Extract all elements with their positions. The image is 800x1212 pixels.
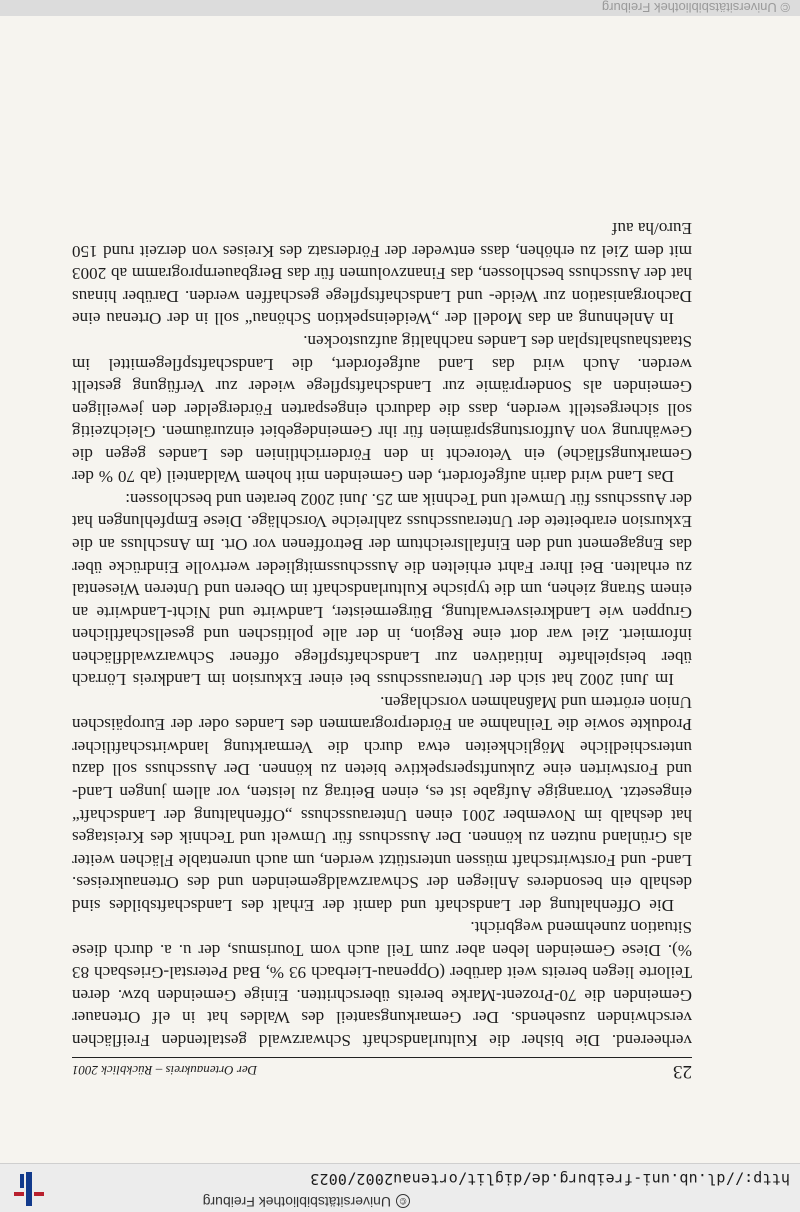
paragraph: verheerend. Die bisher die Kulturlandschaft Schwarzwald gestaltenden Freiflächen verschwinden zusehends. Der Gemarkungsanteil des Waldes hat in elf Ortenauer Gemeinden die 70-Prozent-Marke bereits überschritten. Einige Gemeinden bzw. deren Teilorte liegen bereits weit darüber (Oppenau-Lierbach 93 %, Bad Peterstal-Griesbach 83 %). Diese Gemeinden leben aber zum Teil auch vom Tourismus, der u. a. durch diese Situation zunehmend wegbricht. [72,918,692,1050]
library-logo-icon[interactable] [8,1166,48,1206]
paragraph: Das Land wird darin aufgefordert, den Gemeinden mit hohem Waldanteil (ab 70 % der Gemarkungsfläche) ein Vetorecht in den Förderrichtlinien des Landes gegen die Gewährung von Aufforstungsprämien für ihr Gemeindegebiet einzuräumen. Gleichzeitig soll sichergestellt werden, dass die dadurch eingesparten Fördergelder den jeweiligen Gemeinden als Sonderprämie zur Landschaftspflege wieder zur Verfügung gestellt werden. Auch wird das Land aufgefordert, die Landschaftspflegemittel im Staatshaushaltsplan des Landes nachhaltig aufzustocken. [72,332,692,487]
scanned-book-page [72,217,692,1150]
running-title: Der Ortenaukreis – Rückblick 2001 [72,1063,258,1078]
viewer-footer-bar [0,0,800,16]
copyright-icon: © [396,1194,410,1208]
paragraph: Die Offenhaltung der Landschaft und damit der Erhalt des Landschaftsbildes sind deshalb ein besonderes Anliegen der Schwarzwaldgemeinden und des Ortenaukreises. Land- und Forstwirtschaft müssen unterstützt werden, um auch unrentable Flächen weiter als Grünland nutzen zu können. Der Ausschuss für Umwelt und Technik des Kreistages hat deshalb im November 2001 einen Unterausschuss „Offenhaltung der Landschaft“ eingesetzt. Vorrangige Aufgabe ist es, einen Beitrag zu leisten, vor allem jungen Land- und Forstwirten eine Zukunftsperspektive bieten zu können. Der Ausschuss soll dazu unterschiedliche Möglichkeiten etwa durch die Vermarktung landwirtschaftlicher Produkte sowie die Teilnahme an Förderprogrammen des Landes oder der Europäischen Union erörtern und Maßnahmen vorschlagen. [72,692,692,915]
library-credit [203,1194,410,1210]
page-header [72,1057,692,1104]
library-credit-text: Universitätsbibliothek Freiburg [202,1194,391,1210]
paragraph: Im Juni 2002 hat sich der Unterausschuss bei einer Exkursion im Landkreis Lörrach über beispielhafte Initiativen zur Landschaftspflege offener Schwarzwaldflächen informiert. Ziel war dort eine Region, in der alle politischen und gesellschaftlichen Gruppen wie Landkreisverwaltung, Bürgermeister, Landwirte und Nicht-Landwirte an einem Strang ziehen, um die typische Kulturlandschaft im Oberen und Unteren Wiesental zu erhalten. Bei Ihrer Fahrt erhielten die Ausschussmitglieder wertvolle Eindrücke über das Engagement und den Einfallsreichtum der Betroffenen vor Ort. Im Anschluss an die Exkursion erarbeitete der Unterausschuss zahlreiche Vorschläge. Diese Empfehlungen hat der Ausschuss für Umwelt und Technik am 25. Juni 2002 beraten und beschlossen: [72,489,692,690]
paragraph: In Anlehnung an das Modell der „Weideinspektion Schönau“ soll in der Ortenau eine Dachorganisation zur Weide- und Landschaftspflege geschaffen werden. Darüber hinaus hat der Ausschuss beschlossen, das Finanzvolumen für das Bergbauernprogramm ab 2003 mit dem Ziel zu erhöhen, dass entweder der Fördersatz des Kreises von derzeit rund 150 Euro/ha auf [72,219,692,329]
footer-credit: © Universitätsbibliothek Freiburg [601,0,790,15]
document-url[interactable]: http://dl.ub.uni-freiburg.de/diglit/ortenau2002/0023 [310,1170,790,1188]
viewer-header-bar [0,1163,800,1212]
page-number: 23 [673,1061,692,1082]
page-body [72,217,692,1057]
